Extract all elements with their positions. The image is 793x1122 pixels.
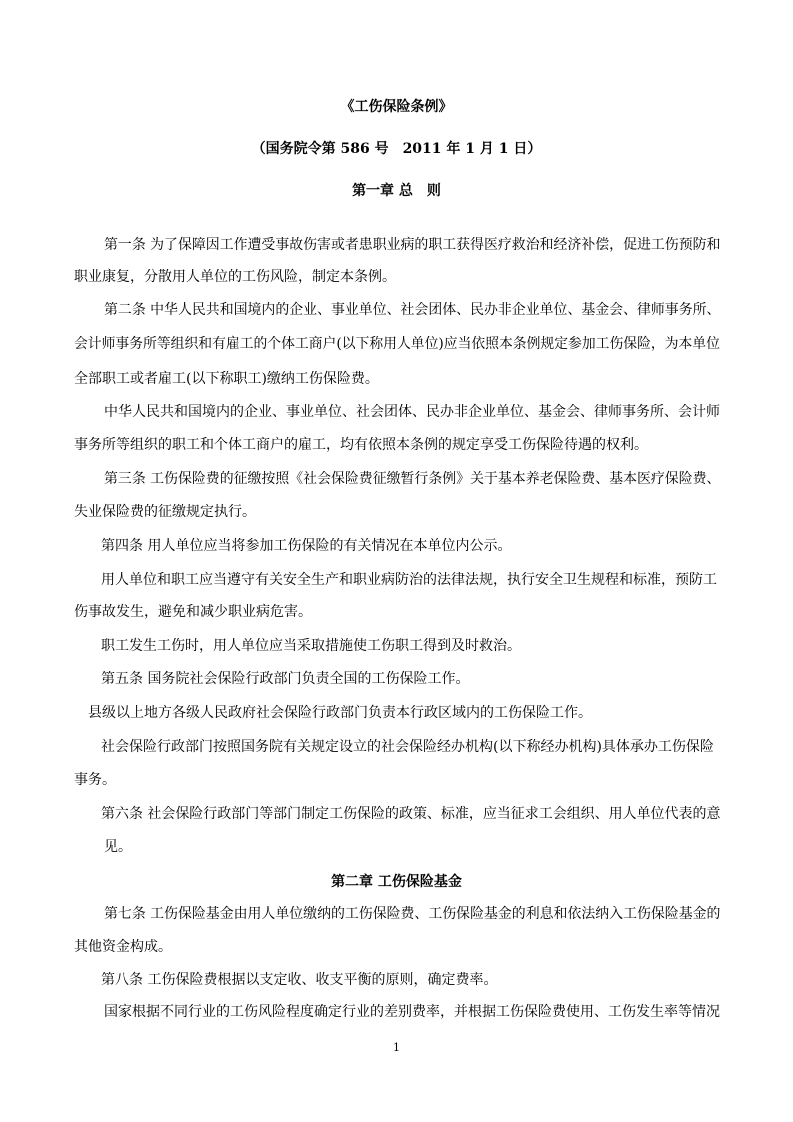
paragraph-line: 其他资金构成。: [74, 939, 172, 955]
paragraph-line: 事务。: [74, 772, 116, 788]
paragraph-line: 第五条 国务院社会保险行政部门负责全国的工伤保险工作。: [101, 671, 470, 687]
paragraph-line: 用人单位和职工应当遵守有关安全生产和职业病防治的法律法规，执行安全卫生规程和标准，预防工: [101, 572, 717, 588]
paragraph-line: 第四条 用人单位应当将参加工伤保险的有关情况在本单位内公示。: [101, 538, 512, 554]
chapter-2-heading: 第二章 工伤保险基金: [331, 874, 462, 890]
paragraph-line: 伤事故发生，避免和减少职业病危害。: [74, 604, 312, 620]
paragraph-line: 第二条 中华人民共和国境内的企业、事业单位、社会团体、民办非企业单位、基金会、律师事务所、: [104, 302, 721, 318]
paragraph-line: 第八条 工伤保险费根据以支定收、收支平衡的原则，确定费率。: [101, 972, 498, 988]
paragraph-line: 县级以上地方各级人民政府社会保险行政部门负责本行政区域内的工伤保险工作。: [88, 705, 592, 721]
paragraph-line: 第七条 工伤保险基金由用人单位缴纳的工伤保险费、工伤保险基金的利息和依法纳入工伤保险基金的: [104, 906, 721, 922]
paragraph-line: 事务所等组织的职工和个体工商户的雇工，均有依照本条例的规定享受工伤保险待遇的权利。: [74, 437, 648, 453]
paragraph-line: 中华人民共和国境内的企业、事业单位、社会团体、民办非企业单位、基金会、律师事务所、会计师: [104, 404, 720, 420]
paragraph-line: 职工发生工伤时，用人单位应当采取措施使工伤职工得到及时救治。: [101, 638, 521, 654]
document-subtitle: （国务院令第 586 号 2011 年 1 月 1 日）: [251, 141, 542, 157]
paragraph-line: 会计师事务所等组织和有雇工的个体工商户(以下称用人单位)应当依照本条例规定参加工伤保险，为本单位: [74, 336, 720, 352]
paragraph-line: 职业康复，分散用人单位的工伤风险，制定本条例。: [74, 269, 396, 285]
paragraph-line: 见。: [104, 839, 132, 855]
paragraph-line: 失业保险费的征缴规定执行。: [74, 504, 256, 520]
paragraph-line: 国家根据不同行业的工伤风险程度确定行业的差别费率，并根据工伤保险费使用、工伤发生率等情况: [104, 1004, 720, 1020]
document-title: 《工伤保险条例》: [340, 99, 453, 115]
chapter-1-heading: 第一章 总 则: [352, 183, 441, 199]
paragraph-line: 全部职工或者雇工(以下称职工)缴纳工伤保险费。: [74, 371, 379, 387]
paragraph-line: 第一条 为了保障因工作遭受事故伤害或者患职业病的职工获得医疗救治和经济补偿，促进工伤预防和: [104, 237, 721, 253]
paragraph-line: 社会保险行政部门按照国务院有关规定设立的社会保险经办机构(以下称经办机构)具体承办工伤保险: [101, 739, 714, 755]
paragraph-line: 第三条 工伤保险费的征缴按照《社会保险费征缴暂行条例》关于基本养老保险费、基本医疗保险费、: [104, 471, 721, 487]
page-number: 1: [393, 1041, 400, 1054]
paragraph-line: 第六条 社会保险行政部门等部门制定工伤保险的政策、标准，应当征求工会组织、用人单位代表的意: [101, 806, 721, 822]
